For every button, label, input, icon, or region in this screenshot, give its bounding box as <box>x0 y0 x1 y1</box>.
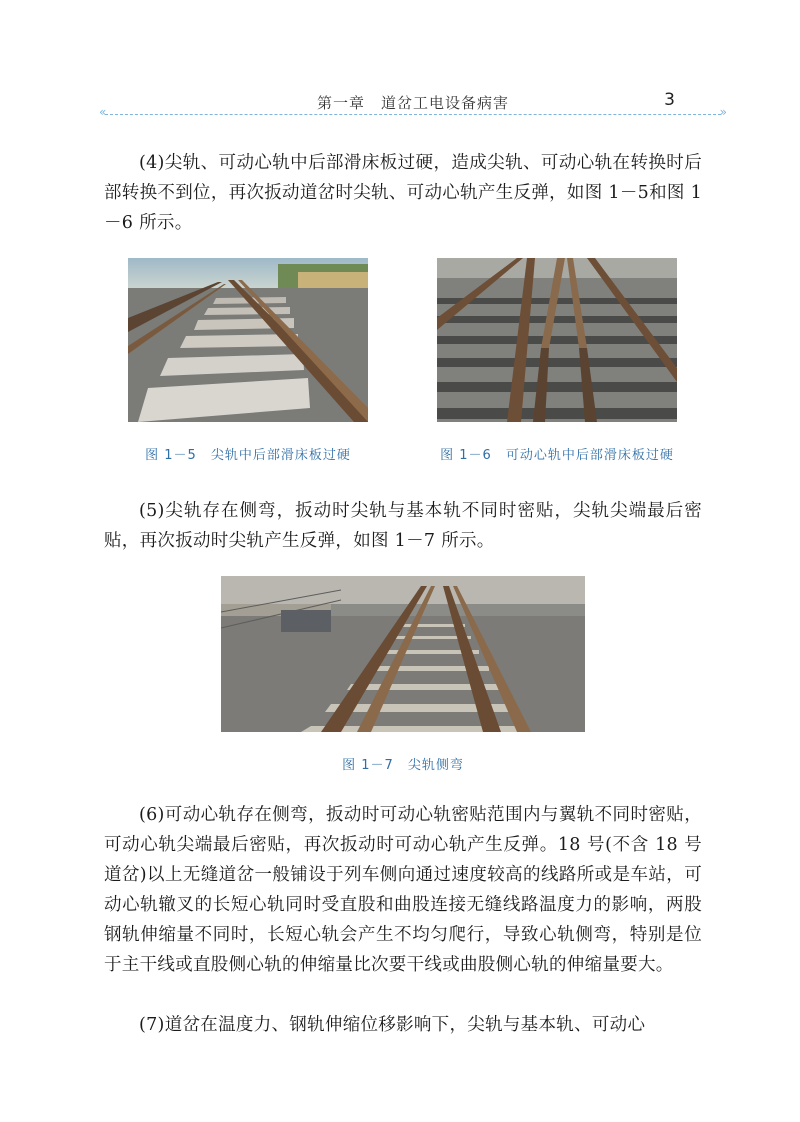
page-number: 3 <box>664 90 675 110</box>
paragraph-7: (7)道岔在温度力、钢轨伸缩位移影响下，尖轨与基本轨、可动心 <box>139 1015 646 1035</box>
chapter-title: 第一章 道岔工电设备病害 <box>316 94 509 112</box>
header-divider <box>105 114 721 115</box>
chevron-left-icon: « <box>99 105 107 119</box>
figure-1-7 <box>221 576 585 773</box>
chevron-right-icon: » <box>719 105 727 119</box>
figure-1-7-caption: 图 1－7 尖轨侧弯 <box>342 758 464 773</box>
figure-1-7-photo <box>221 576 585 732</box>
paragraph-6: (6)可动心轨存在侧弯，扳动时可动心轨密贴范围内与翼轨不同时密贴，可动心轨尖端最后密贴，再次扳动时可动心轨产生反弹。18 号(不含 18 号道岔)以上无缝道岔一般铺设于列车侧向通过速度较高的线路所或是车站，可动心轨辙叉的长短心轨同时受直股和曲股连接无缝线路温度力的影响，两股钢轨伸缩量不同时，长短心轨会产生不均匀爬行，导致心轨侧弯，特别是位于主干线或直股侧心轨的伸缩量比次要干线或曲股侧心轨的伸缩量要大。 <box>104 805 702 975</box>
figure-1-5-photo <box>128 258 368 422</box>
figure-1-6-photo <box>437 258 677 422</box>
running-header <box>99 90 727 119</box>
figure-1-5-caption: 图 1－5 尖轨中后部滑床板过硬 <box>145 448 351 463</box>
figure-1-6 <box>437 258 677 463</box>
figure-1-6-caption: 图 1－6 可动心轨中后部滑床板过硬 <box>440 448 674 463</box>
paragraph-4: (4)尖轨、可动心轨中后部滑床板过硬，造成尖轨、可动心轨在转换时后部转换不到位，再次扳动道岔时尖轨、可动心轨产生反弹，如图 1－5和图 1－6 所示。 <box>104 153 702 233</box>
paragraph-5: (5)尖轨存在侧弯，扳动时尖轨与基本轨不同时密贴，尖轨尖端最后密贴，再次扳动时尖轨产生反弹，如图 1－7 所示。 <box>104 501 702 551</box>
figure-1-5 <box>128 258 368 463</box>
